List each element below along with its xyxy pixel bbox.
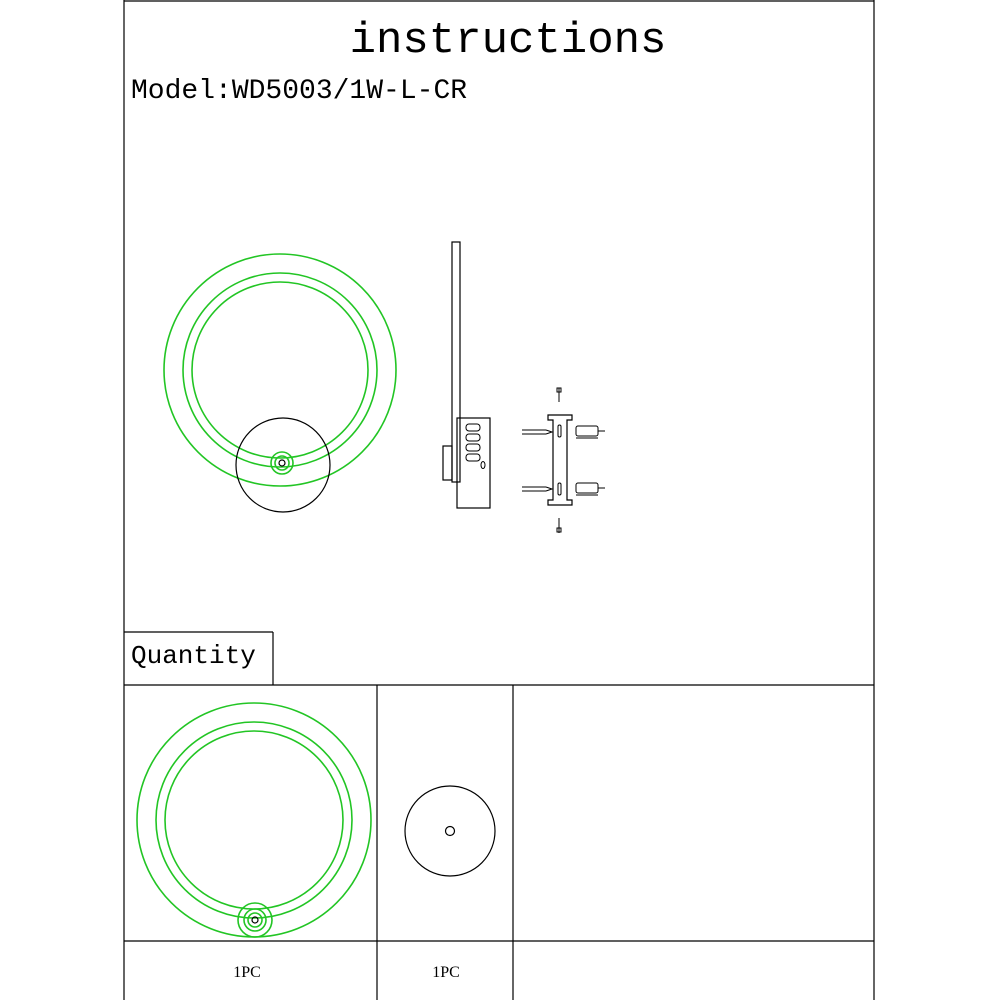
page-frame	[124, 0, 874, 1000]
mounting-hardware-drawing	[522, 388, 605, 533]
mounting-plate-icon	[405, 786, 495, 876]
ring-lamp-icon	[137, 703, 371, 937]
item-count-mounting-plate: 1PC	[432, 964, 460, 981]
item-count-ring-lamp: 1PC	[233, 964, 261, 981]
front-view-drawing	[164, 254, 396, 512]
quantity-heading: Quantity	[131, 641, 256, 671]
side-view-drawing	[443, 242, 490, 508]
model-number: Model:WD5003/1W-L-CR	[131, 76, 468, 107]
page-title: instructions	[349, 16, 667, 66]
